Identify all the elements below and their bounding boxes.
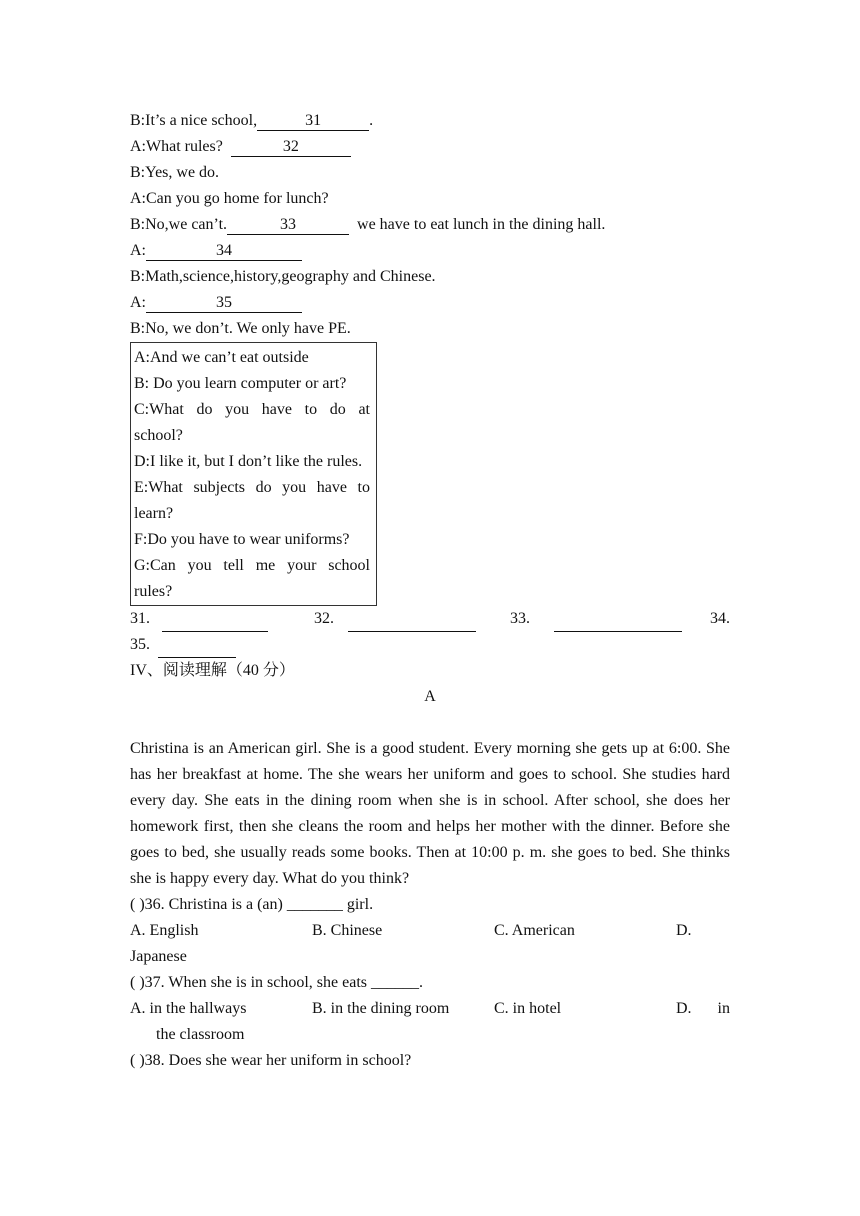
- answer-row: 31. 32. 33. 34.: [130, 606, 730, 632]
- question-37: ( )37. When she is in school, she eats ______.: [130, 974, 423, 991]
- answer-line[interactable]: [554, 613, 682, 632]
- dialogue: [130, 108, 730, 342]
- choices-37: [130, 996, 730, 1022]
- dialogue-line: B:Yes, we do.: [130, 164, 220, 181]
- answer-line[interactable]: [162, 613, 268, 632]
- choices-36: [130, 918, 730, 944]
- dialogue-line: A: 34: [130, 238, 730, 264]
- choice-b[interactable]: B. in the dining room: [312, 1000, 450, 1017]
- dialogue-line: B:Math,science,history,geography and Chinese.: [130, 268, 436, 285]
- answer-row: 35.: [130, 632, 730, 658]
- choice-b[interactable]: B. Chinese: [312, 922, 383, 939]
- dialogue-line: B:No, we don’t. We only have PE.: [130, 320, 351, 337]
- section-title: IV、阅读理解（40 分）: [130, 662, 295, 679]
- answer-blank[interactable]: 31: [257, 112, 369, 131]
- answer-blank[interactable]: 32: [231, 138, 351, 157]
- option-item: G:Can you tell me your school rules?: [134, 557, 370, 600]
- answer-blank[interactable]: 33: [227, 216, 349, 235]
- option-item: D:I like it, but I don’t like the rules.: [134, 453, 363, 470]
- dialogue-line: A: 35: [130, 290, 730, 316]
- reading-passage: Christina is an American girl. She is a good student. Every morning she gets up at 6:00. She has her breakfast at home. The she wears her uniform and goes to school. She studies hard every day. She eats in the dining room when she is in school. After school, she does her homework first, then she cleans the room and helps her mother with the dinner. Before she goes to bed, she usually reads some books. Then at 10:00 p. m. she goes to bed. She thinks she is happy every day. What do you think?: [130, 740, 730, 887]
- passage-label: A: [424, 688, 436, 705]
- choice-c[interactable]: C. American: [494, 922, 575, 939]
- choice-c[interactable]: C. in hotel: [494, 1000, 562, 1017]
- choice-d[interactable]: D.: [676, 1000, 692, 1017]
- question-38: ( )38. Does she wear her uniform in school?: [130, 1052, 412, 1069]
- choice-a[interactable]: A. in the hallways: [130, 1000, 247, 1017]
- choice-a[interactable]: A. English: [130, 922, 199, 939]
- dialogue-line: B:It’s a nice school, 31 .: [130, 112, 374, 129]
- dialogue-line: B:No,we can’t. 33 we have to eat lunch in the dining hall.: [130, 216, 606, 233]
- dialogue-line: A:What rules? 32: [130, 134, 730, 160]
- answer-line[interactable]: [348, 613, 476, 632]
- answer-blank[interactable]: 35: [146, 294, 302, 313]
- choice-d-word: in: [717, 1000, 730, 1017]
- choice-d-continued: Japanese: [130, 948, 187, 965]
- question-36: ( )36. Christina is a (an) _______ girl.: [130, 896, 374, 913]
- choice-d[interactable]: D.: [676, 922, 692, 939]
- option-item: E:What subjects do you have to learn?: [134, 479, 370, 522]
- option-item: A:And we can’t eat outside: [134, 349, 309, 366]
- choice-d-continued: the classroom: [156, 1026, 245, 1043]
- answer-blank[interactable]: 34: [146, 242, 302, 261]
- option-item: C:What do you have to do at school?: [134, 401, 370, 444]
- option-item: B: Do you learn computer or art?: [134, 375, 347, 392]
- option-item: F:Do you have to wear uniforms?: [134, 531, 350, 548]
- options-box: [130, 342, 377, 606]
- worksheet-page: [130, 108, 730, 1074]
- dialogue-line: A:Can you go home for lunch?: [130, 190, 329, 207]
- answer-line[interactable]: [158, 639, 236, 658]
